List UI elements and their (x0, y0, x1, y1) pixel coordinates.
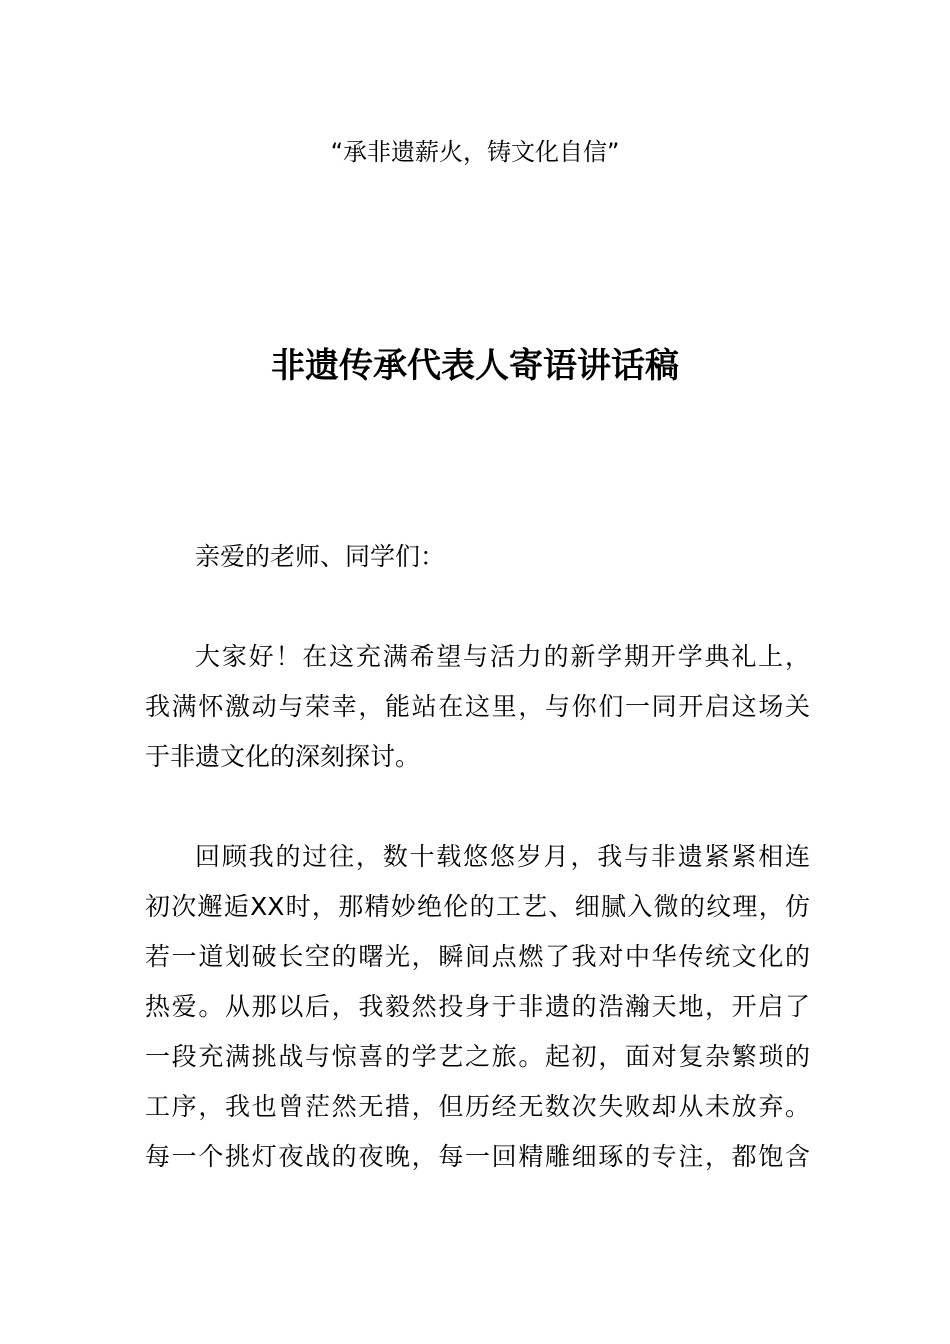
paragraph-line: 工序，我也曾茫然无措，但历经无数次失败却从未放弃。 (145, 1092, 810, 1121)
paragraph-line: 若一道划破长空的曙光，瞬间点燃了我对中华传统文化的 (145, 942, 810, 971)
document-title: 非遗传承代表人寄语讲话稿 (271, 346, 679, 386)
paragraph-line: 每一个挑灯夜战的夜晚，每一回精雕细琢的专注，都饱含 (145, 1142, 810, 1171)
paragraph-line: 初次邂逅XX时，那精妙绝伦的工艺、细腻入微的纹理，仿 (145, 892, 810, 921)
paragraph-spacer (145, 782, 810, 832)
document-body (145, 532, 810, 1182)
salutation: 亲爱的老师、同学们： (195, 542, 446, 571)
paragraph-greeting (145, 632, 810, 782)
paragraph-spacer (145, 582, 810, 632)
paragraph-line: 回顾我的过往，数十载悠悠岁月，我与非遗紧紧相连 (195, 842, 810, 871)
header-motto: “承非遗薪火，铸文化自信” (330, 138, 620, 166)
paragraph-line: 我满怀激动与荣幸，能站在这里，与你们一同开启这场关 (145, 692, 810, 721)
paragraph-review (145, 832, 810, 1182)
paragraph-line: 一段充满挑战与惊喜的学艺之旅。起初，面对复杂繁琐的 (145, 1042, 810, 1071)
paragraph-line: 大家好！在这充满希望与活力的新学期开学典礼上， (195, 642, 810, 671)
paragraph-line: 于非遗文化的深刻探讨。 (145, 742, 421, 771)
paragraph-line: 热爱。从那以后，我毅然投身于非遗的浩瀚天地，开启了 (145, 992, 810, 1021)
